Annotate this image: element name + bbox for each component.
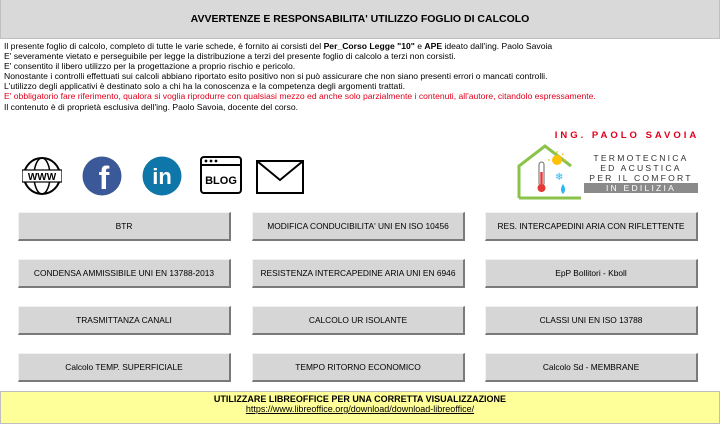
tagline-line: IN EDILIZIA <box>584 183 698 193</box>
note-text: e <box>414 41 425 51</box>
disclaimer-notes <box>4 41 716 112</box>
calcolo-temp-superficiale-button[interactable]: Calcolo TEMP. SUPERFICIALE <box>18 353 231 382</box>
tagline-line: ED ACUSTICA <box>600 163 682 173</box>
page-title: AVVERTENZE E RESPONSABILITA' UTILIZZO FOGLIO DI CALCOLO <box>190 13 530 25</box>
note-line-6-warning: E' obbligatorio fare riferimento, qualora si voglia riprodurre con qualsiasi mezzo ed anche solo parzialmente i contenuti, all'autore, citandolo espressamente. <box>4 91 596 102</box>
calcolo-ur-isolante-button[interactable]: CALCOLO UR ISOLANTE <box>252 306 465 335</box>
note-line-5: L'utilizzo degli applicativi è destinato solo a chi ha la conoscenza e la competenza degli argomenti trattati. <box>4 81 406 92</box>
note-line-1 <box>4 41 716 51</box>
note-line-7: Il contenuto è di proprietà esclusiva dell'ing. Paolo Savoia, docente del corso. <box>4 101 299 112</box>
mail-icon <box>256 160 304 194</box>
brand-name: ING. PAOLO SAVOIA <box>554 130 700 141</box>
course-name: Per_Corso Legge "10" <box>323 41 415 51</box>
brand-tagline <box>584 153 698 193</box>
website-link[interactable] <box>22 156 62 201</box>
note-line-4: Nonostante i controlli effettuati sui calcoli abbiano riportato esito positivo non si può assicurare che non siano presenti errori o mancati controlli. <box>4 71 548 82</box>
resistenza-intercapedine-button[interactable]: RESISTENZA INTERCAPEDINE ARIA UNI EN 6946 <box>252 259 465 288</box>
res-intercapedini-riflettente-button[interactable]: RES. INTERCAPEDINI ARIA CON RIFLETTENTE <box>485 212 698 241</box>
tempo-ritorno-economico-button[interactable]: TEMPO RITORNO ECONOMICO <box>252 353 465 382</box>
epp-bollitori-button[interactable]: EpP Bollitori - Kboll <box>485 259 698 288</box>
linkedin-label: in <box>152 164 172 189</box>
tagline-line: PER IL COMFORT <box>589 173 693 183</box>
page-header <box>0 0 720 39</box>
condensa-ammissibile-button[interactable]: CONDENSA AMMISSIBILE UNI EN 13788-2013 <box>18 259 231 288</box>
modifica-conducibilita-button[interactable]: MODIFICA CONDUCIBILITA' UNI EN ISO 10456 <box>252 212 465 241</box>
footer-banner <box>0 391 720 424</box>
email-link[interactable] <box>256 160 304 199</box>
btr-button[interactable]: BTR <box>18 212 231 241</box>
note-line-3: E' consentito il libero utilizzo per la progettazione a proprio rischio e pericolo. <box>4 61 296 72</box>
note-text: Il presente foglio di calcolo, completo di tutte le varie schede, è fornito ai corsisti del <box>4 41 324 51</box>
classi-uni-en-iso-button[interactable]: CLASSI UNI EN ISO 13788 <box>485 306 698 335</box>
note-line-2: E' severamente vietato e perseguibile per legge la distribuzione a terzi del presente foglio di calcolo a terzi non corsisti. <box>4 51 456 62</box>
calcolo-sd-membrane-button[interactable]: Calcolo Sd - MEMBRANE <box>485 353 698 382</box>
svg-text:❄: ❄ <box>555 172 564 183</box>
facebook-link[interactable] <box>82 156 122 201</box>
blog-label: BLOG <box>205 175 237 187</box>
linkedin-link[interactable] <box>142 156 182 201</box>
trasmittanza-canali-button[interactable]: TRASMITTANZA CANALI <box>18 306 231 335</box>
libreoffice-download-link[interactable]: https://www.libreoffice.org/download/download-libreoffice/ <box>245 404 475 414</box>
facebook-label: f <box>98 160 110 196</box>
house-thermometer-logo-icon <box>515 142 585 200</box>
globe-icon <box>22 156 62 196</box>
note-text: ideato dall'ing. Paolo Savoia <box>442 41 553 51</box>
footer-title: UTILIZZARE LIBREOFFICE PER UNA CORRETTA VISUALIZZAZIONE <box>213 394 507 404</box>
ape-label: APE <box>424 41 443 51</box>
blog-link[interactable] <box>200 156 242 199</box>
facebook-icon <box>82 156 122 196</box>
linkedin-icon <box>142 156 182 196</box>
tagline-line: TERMOTECNICA <box>593 153 689 163</box>
blog-icon <box>200 156 242 194</box>
www-label: WWW <box>27 172 57 183</box>
